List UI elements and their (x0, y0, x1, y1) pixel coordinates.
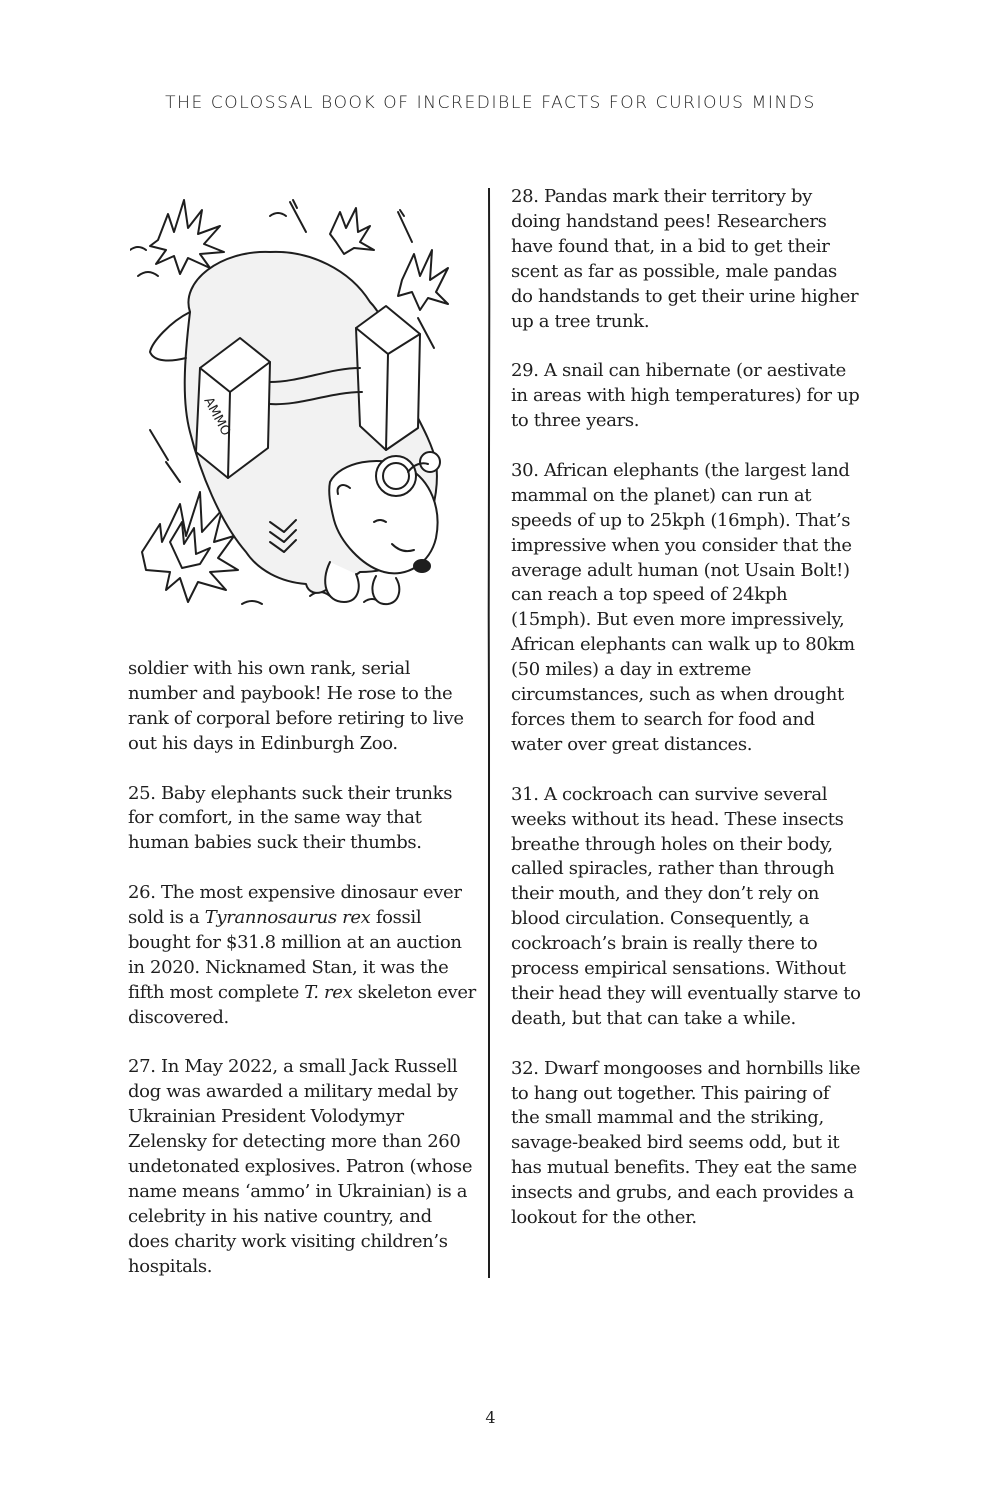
fact-30: 30. African elephants (the largest land mammal on the planet) can run at speeds of up to 25kph (16mph). That’s impressive when you consider that the average adult human (not Usain Bolt!) can reach a top speed of 24kph (15mph). But even more impressively, African elephants can walk up to 80km (50 miles) a day in extreme circumstances, such as when drought forces them to search for food and water over great distances. (511, 459, 855, 755)
fact-31: 31. A cockroach can survive several weeks without its head. These insects breathe through holes on their body, called spiracles, rather than through their mouth, and they don’t rely on blood circulation. Consequently, a cockroach’s brain is really there to process empirical sensations. Without their head they will eventually starve to death, but that can take a while. (511, 783, 861, 1029)
column-divider (486, 188, 492, 1278)
fact-28: 28. Pandas mark their territory by doing handstand pees! Researchers have found that, in a bid to get their scent as far as possible, male pandas do handstands to get their urine higher up a tree trunk. (511, 186, 859, 332)
left-column (128, 657, 478, 1305)
bear-soldier-illustration (130, 192, 460, 632)
right-column (511, 185, 861, 1256)
fact-25: 25. Baby elephants suck their trunks for comfort, in the same way that human babies suck their thumbs. (128, 782, 453, 854)
explosion-icon (330, 208, 374, 254)
fact-27: 27. In May 2022, a small Jack Russell dog was awarded a military medal by Ukrainian President Volodymyr Zelensky for detecting more than 260 undetonated explosives. Patron (whose name means ‘ammo’ in Ukrainian) is a celebrity in his native country, and does charity work visiting children’s hospitals. (128, 1056, 473, 1277)
fact-29: 29. A snail can hibernate (or aestivate in areas with high temperatures) for up to three years. (511, 360, 860, 432)
fact-32: 32. Dwarf mongooses and hornbills like to hang out together. This pairing of the small mammal and the striking, savage-beaked bird seems odd, but it has mutual benefits. They eat the same insects and grubs, and each provides a lookout for the other. (511, 1057, 861, 1229)
running-header: THE COLOSSAL BOOK OF INCREDIBLE FACTS FOR CURIOUS MINDS (165, 93, 816, 113)
fact-continuation: soldier with his own rank, serial number and paybook! He rose to the rank of corporal before retiring to live out his days in Edinburgh Zoo. (128, 658, 464, 754)
page-number: 4 (485, 1408, 496, 1427)
explosion-icon (150, 200, 224, 274)
ammo-label: AMMO (200, 394, 234, 439)
explosion-icon (398, 250, 448, 310)
fact-26: 26. The most expensive dinosaur ever sold is a Tyrannosaurus rex fossil bought for $31.8 million at an auction in 2020. Nicknamed Stan, it was the fifth most complete T. rex skeleton ever discovered. (128, 882, 476, 1028)
